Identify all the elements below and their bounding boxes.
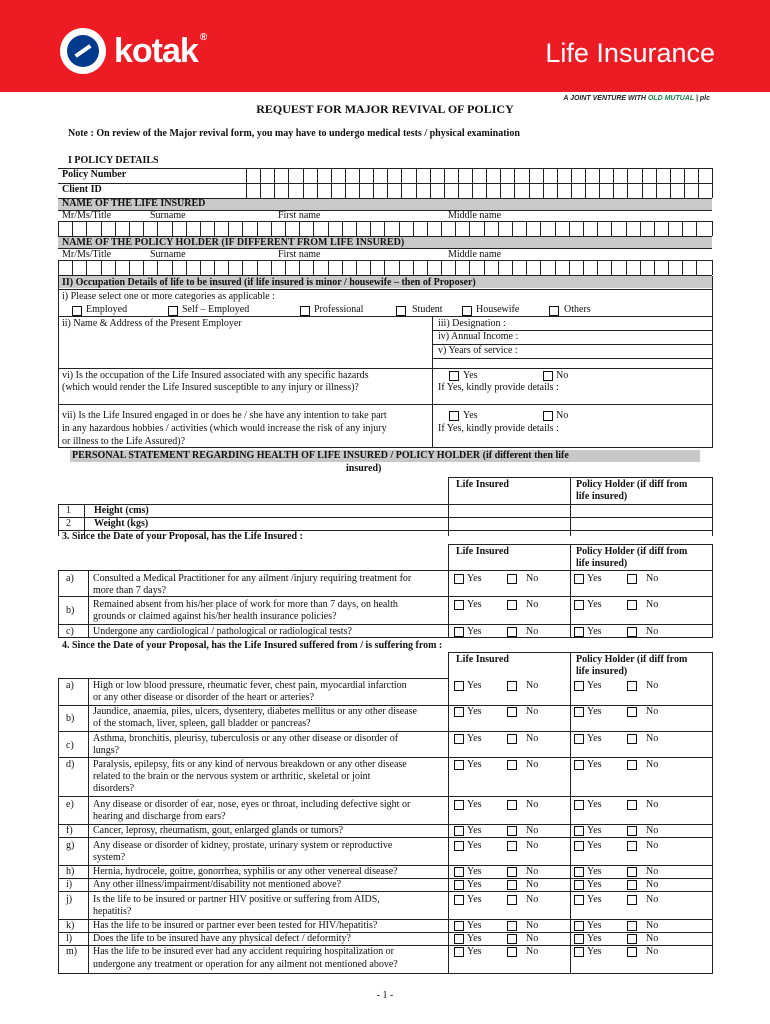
- col-policy-holder-2a: Policy Holder (if diff from: [576, 546, 688, 557]
- col-life-insured-3: Life Insured: [456, 654, 509, 665]
- annual-income-label: iv) Annual Income :: [438, 331, 519, 342]
- q3-a-li-no[interactable]: [507, 574, 517, 584]
- life-insured-name-field[interactable]: [58, 221, 713, 236]
- q4-b-ph-yes-label: Yes: [587, 706, 602, 717]
- q4-j-text-2: hepatitis?: [93, 906, 132, 917]
- q4-d-text-1: Paralysis, epilepsy, fits or any kind of nervous breakdown or any other disease: [93, 759, 407, 770]
- hazard-yes-checkbox[interactable]: [449, 371, 459, 381]
- q4-c-li-yes[interactable]: [454, 734, 464, 744]
- q4-l-li-no[interactable]: [507, 934, 517, 944]
- employer-label: ii) Name & Address of the Present Employer: [62, 318, 242, 329]
- q4-c-li-yes-label: Yes: [467, 733, 482, 744]
- q4-f-ph-yes[interactable]: [574, 826, 584, 836]
- q4-j-text-1: Is the life to be insured or partner HIV positive or suffering from AIDS,: [93, 894, 380, 905]
- q4-i-li-no-label: No: [526, 879, 539, 890]
- q4-c-ph-yes-label: Yes: [587, 733, 602, 744]
- q3-c-ph-yes-label: Yes: [587, 626, 602, 637]
- q4-l-li-yes[interactable]: [454, 934, 464, 944]
- ph-first-name-label: First name: [278, 249, 321, 260]
- q3-b-key: b): [66, 605, 75, 616]
- ph-middle-name-label: Middle name: [448, 249, 502, 260]
- designation-label: iii) Designation :: [438, 318, 506, 329]
- q4-a-text-2: or any other disease or disorder of the heart or arteries?: [93, 692, 315, 703]
- q4-m-ph-no-label: No: [646, 946, 659, 957]
- q4-k-ph-no-label: No: [646, 920, 659, 931]
- q4-e-li-no-label: No: [526, 799, 539, 810]
- q4-k-li-no-label: No: [526, 920, 539, 931]
- form-note: Note : On review of the Major revival form, you may have to undergo medical tests / physical examination: [68, 128, 520, 139]
- years-of-service-label: v) Years of service :: [438, 345, 518, 356]
- q3-b-li-no-label: No: [526, 599, 539, 610]
- q3-b-ph-yes[interactable]: [574, 600, 584, 610]
- q4-k-li-yes[interactable]: [454, 921, 464, 931]
- q3-a-ph-no-label: No: [646, 573, 659, 584]
- col-policy-holder-1a: Policy Holder (if diff from: [576, 479, 688, 490]
- student-label: Student: [412, 304, 443, 315]
- q4-b-ph-no[interactable]: [627, 707, 637, 717]
- personal-heading-cont: insured): [346, 463, 382, 474]
- q4-l-li-no-label: No: [526, 933, 539, 944]
- q4-e-ph-no[interactable]: [627, 800, 637, 810]
- student-checkbox[interactable]: [396, 306, 406, 316]
- hobbies-yes-checkbox[interactable]: [449, 411, 459, 421]
- q3-b-ph-yes-label: Yes: [587, 599, 602, 610]
- q3-a-ph-yes-label: Yes: [587, 573, 602, 584]
- q4-i-ph-no-label: No: [646, 879, 659, 890]
- col-policy-holder-1b: life insured): [576, 491, 628, 502]
- q4-k-li-no[interactable]: [507, 921, 517, 931]
- q3-b-li-yes[interactable]: [454, 600, 464, 610]
- q3-a-key: a): [66, 573, 74, 584]
- q3-a-ph-yes[interactable]: [574, 574, 584, 584]
- q4-e-ph-yes-label: Yes: [587, 799, 602, 810]
- q4-k-key: k): [66, 920, 75, 931]
- q4-d-li-no-label: No: [526, 759, 539, 770]
- q4-a-li-yes[interactable]: [454, 681, 464, 691]
- q4-g-ph-yes[interactable]: [574, 841, 584, 851]
- q4-h-ph-yes-label: Yes: [587, 866, 602, 877]
- q4-g-text-2: system?: [93, 852, 126, 863]
- q4-g-ph-no-label: No: [646, 840, 659, 851]
- li-middle-name-label: Middle name: [448, 210, 502, 221]
- height-label: Height (cms): [94, 505, 149, 516]
- q4-m-text-1: Has the life to be insured ever had any accident requiring hospitalization or: [93, 946, 395, 957]
- q4-d-ph-yes-label: Yes: [587, 759, 602, 770]
- q4-c-li-no-label: No: [526, 733, 539, 744]
- q4-b-key: b): [66, 713, 75, 724]
- q3-c-key: c): [66, 626, 74, 637]
- q4-a-key: a): [66, 680, 74, 691]
- q4-i-text-1: Any other illness/impairment/disability not mentioned above?: [93, 879, 342, 890]
- self-employed-checkbox[interactable]: [168, 306, 178, 316]
- policy-holder-heading: NAME OF THE POLICY HOLDER (IF DIFFERENT FROM LIFE INSURED): [62, 237, 405, 248]
- q4-d-key: d): [66, 759, 75, 770]
- col-policy-holder-3a: Policy Holder (if diff from: [576, 654, 688, 665]
- hobbies-question-line1: vii) Is the Life Insured engaged in or does he / she have any intention to take part: [62, 410, 387, 421]
- q4-g-ph-yes-label: Yes: [587, 840, 602, 851]
- q4-h-ph-yes[interactable]: [574, 867, 584, 877]
- q4-h-text-1: Hernia, hydrocele, goitre, gonorrhea, syphilis or any other venereal disease?: [93, 866, 398, 877]
- q3-b-text-1: Remained absent from his/her place of work for more than 7 days, on health: [93, 599, 398, 610]
- q4-f-li-yes[interactable]: [454, 826, 464, 836]
- page-number: - 1 -: [376, 990, 394, 1001]
- self-employed-label: Self – Employed: [182, 304, 250, 315]
- policy-number-label: Policy Number: [62, 169, 127, 180]
- q4-g-li-no[interactable]: [507, 841, 517, 851]
- q4-m-text-2: undergone any treatment or operation for any ailment not mentioned above?: [93, 959, 398, 970]
- q4-e-key: e): [66, 799, 74, 810]
- q4-g-li-no-label: No: [526, 840, 539, 851]
- logo-text: kotak: [114, 31, 198, 70]
- brand-header: [0, 0, 770, 92]
- q4-h-ph-no-label: No: [646, 866, 659, 877]
- q4-j-li-yes-label: Yes: [467, 894, 482, 905]
- q3-b-ph-no-label: No: [646, 599, 659, 610]
- q4-c-text-1: Asthma, bronchitis, pleurisy, tuberculosis or any other disease or disorder of: [93, 733, 399, 744]
- q4-d-li-no[interactable]: [507, 760, 517, 770]
- height-row-number: 1: [66, 505, 71, 516]
- col-life-insured-2: Life Insured: [456, 546, 509, 557]
- q4-j-key: j): [66, 894, 73, 905]
- q4-m-key: m): [66, 946, 78, 957]
- joint-venture-line: A JOINT VENTURE WITH OLD MUTUAL | plc: [563, 95, 710, 102]
- q4-b-li-yes[interactable]: [454, 707, 464, 717]
- q3-c-li-no[interactable]: [507, 627, 517, 637]
- policy-number-field[interactable]: [246, 168, 713, 183]
- q4-h-li-no[interactable]: [507, 867, 517, 877]
- q3-b-text-2: grounds or claimed against his/her health insurance policies?: [93, 611, 337, 622]
- q4-a-text-1: High or low blood pressure, rheumatic fever, chest pain, myocardial infarction: [93, 680, 407, 691]
- q4-f-key: f): [66, 825, 73, 836]
- q3-a-text-2: more than 7 days?: [93, 585, 167, 596]
- ph-surname-label: Surname: [150, 249, 186, 260]
- col-life-insured-1: Life Insured: [456, 479, 509, 490]
- q4-m-ph-no[interactable]: [627, 947, 637, 957]
- q3-b-li-yes-label: Yes: [467, 599, 482, 610]
- q4-k-ph-yes-label: Yes: [587, 920, 602, 931]
- q3-c-ph-no-label: No: [646, 626, 659, 637]
- housewife-checkbox[interactable]: [462, 306, 472, 316]
- q3-c-text-1: Undergone any cardiological / pathological or radiological tests?: [93, 626, 352, 637]
- section1-heading: I POLICY DETAILS: [68, 155, 159, 166]
- q4-j-li-yes[interactable]: [454, 895, 464, 905]
- q4-k-ph-yes[interactable]: [574, 921, 584, 931]
- q4-l-key: l): [66, 933, 73, 944]
- q4-h-ph-no[interactable]: [627, 867, 637, 877]
- q4-a-li-no[interactable]: [507, 681, 517, 691]
- weight-label: Weight (kgs): [94, 518, 149, 529]
- q4-g-text-1: Any disease or disorder of kidney, prostate, urinary system or reproductive: [93, 840, 393, 851]
- policy-holder-name-field[interactable]: [58, 260, 713, 275]
- q4-k-text-1: Has the life to be insured or partner ever been tested for HIV/hepatitis?: [93, 920, 378, 931]
- kotak-logo: [60, 28, 206, 74]
- q3-a-text-1: Consulted a Medical Practitioner for any ailment /injury requiring treatment for: [93, 573, 412, 584]
- hobbies-question-line2: in any hazardous hobbies / activities (which would increase the risk of any injury: [62, 423, 387, 434]
- registered-mark: ®: [199, 31, 207, 43]
- q4-e-li-yes-label: Yes: [467, 799, 482, 810]
- q4-j-ph-yes-label: Yes: [587, 894, 602, 905]
- q4-j-li-no[interactable]: [507, 895, 517, 905]
- q4-h-li-no-label: No: [526, 866, 539, 877]
- q4-b-ph-no-label: No: [646, 706, 659, 717]
- hobbies-no-checkbox[interactable]: [543, 411, 553, 421]
- others-checkbox[interactable]: [549, 306, 559, 316]
- q4-l-ph-no-label: No: [646, 933, 659, 944]
- hazard-no-label: No: [556, 370, 569, 381]
- q4-f-ph-yes-label: Yes: [587, 825, 602, 836]
- professional-label: Professional: [314, 304, 364, 315]
- q4-l-ph-yes-label: Yes: [587, 933, 602, 944]
- q4-m-ph-yes-label: Yes: [587, 946, 602, 957]
- q4-e-li-yes[interactable]: [454, 800, 464, 810]
- q4-j-ph-no[interactable]: [627, 895, 637, 905]
- q4-a-ph-yes[interactable]: [574, 681, 584, 691]
- q4-a-ph-no-label: No: [646, 680, 659, 691]
- q4-k-ph-no[interactable]: [627, 921, 637, 931]
- q4-e-li-no[interactable]: [507, 800, 517, 810]
- q3-c-li-yes[interactable]: [454, 627, 464, 637]
- q3-a-li-no-label: No: [526, 573, 539, 584]
- q4-c-li-no[interactable]: [507, 734, 517, 744]
- q4-f-li-yes-label: Yes: [467, 825, 482, 836]
- q4-d-text-2: related to the brain or the nervous system or arthritic, skeletal or joint: [93, 771, 371, 782]
- q4-c-ph-yes[interactable]: [574, 734, 584, 744]
- q4-g-li-yes[interactable]: [454, 841, 464, 851]
- q3-c-li-no-label: No: [526, 626, 539, 637]
- q4-g-ph-no[interactable]: [627, 841, 637, 851]
- q4-g-key: g): [66, 840, 75, 851]
- hobbies-question-line3: or illness to the Life Assured)?: [62, 436, 186, 447]
- weight-row-number: 2: [66, 518, 71, 529]
- hobbies-no-label: No: [556, 410, 569, 421]
- q4-c-key: c): [66, 740, 74, 751]
- q4-i-ph-yes[interactable]: [574, 880, 584, 890]
- q4-m-li-yes-label: Yes: [467, 946, 482, 957]
- li-surname-label: Surname: [150, 210, 186, 221]
- kotak-logo-icon: [60, 28, 106, 74]
- li-title-label: Mr/Ms/Title: [62, 210, 112, 221]
- q4-j-ph-no-label: No: [646, 894, 659, 905]
- q4-d-li-yes-label: Yes: [467, 759, 482, 770]
- q3-a-li-yes-label: Yes: [467, 573, 482, 584]
- col-policy-holder-3b: life insured): [576, 666, 628, 677]
- q4-a-ph-yes-label: Yes: [587, 680, 602, 691]
- q4-m-li-no-label: No: [526, 946, 539, 957]
- col-policy-holder-2b: life insured): [576, 558, 628, 569]
- q4-h-li-yes-label: Yes: [467, 866, 482, 877]
- q4-e-text-1: Any disease or disorder of ear, nose, eyes or throat, including defective sight or: [93, 799, 411, 810]
- q4-f-ph-no-label: No: [646, 825, 659, 836]
- q4-b-li-no[interactable]: [507, 707, 517, 717]
- q3-a-li-yes[interactable]: [454, 574, 464, 584]
- occupation-heading: II) Occupation Details of life to be insured (if life insured is minor / housewife – then of Proposer): [62, 277, 476, 288]
- hazard-details-label: If Yes, kindly provide details :: [438, 382, 559, 393]
- hazard-yes-label: Yes: [463, 370, 478, 381]
- q4-a-li-no-label: No: [526, 680, 539, 691]
- q3-b-li-no[interactable]: [507, 600, 517, 610]
- q4-a-ph-no[interactable]: [627, 681, 637, 691]
- hazard-question-line1: vi) Is the occupation of the Life Insured associated with any specific hazards: [62, 370, 369, 381]
- q3-a-ph-no[interactable]: [627, 574, 637, 584]
- q4-d-ph-yes[interactable]: [574, 760, 584, 770]
- q4-j-ph-yes[interactable]: [574, 895, 584, 905]
- q4-j-li-no-label: No: [526, 894, 539, 905]
- housewife-label: Housewife: [476, 304, 520, 315]
- q4-b-text-1: Jaundice, anaemia, piles, ulcers, dysentery, diabetes mellitus or any other disease: [93, 706, 417, 717]
- client-id-field[interactable]: [246, 183, 713, 198]
- q3-c-ph-no[interactable]: [627, 627, 637, 637]
- q4-i-ph-no[interactable]: [627, 880, 637, 890]
- category-question: i) Please select one or more categories as applicable :: [62, 291, 275, 302]
- q3-c-ph-yes[interactable]: [574, 627, 584, 637]
- q4-i-li-yes-label: Yes: [467, 879, 482, 890]
- q4-f-ph-no[interactable]: [627, 826, 637, 836]
- form-title: REQUEST FOR MAJOR REVIVAL OF POLICY: [256, 102, 514, 116]
- q4-d-ph-no[interactable]: [627, 760, 637, 770]
- q4-m-li-no[interactable]: [507, 947, 517, 957]
- q4-k-li-yes-label: Yes: [467, 920, 482, 931]
- q4-l-ph-no[interactable]: [627, 934, 637, 944]
- q4-b-text-2: of the stomach, liver, spleen, gall bladder or pancreas?: [93, 718, 311, 729]
- q4-g-li-yes-label: Yes: [467, 840, 482, 851]
- q4-f-li-no-label: No: [526, 825, 539, 836]
- hobbies-yes-label: Yes: [463, 410, 478, 421]
- q4-m-ph-yes[interactable]: [574, 947, 584, 957]
- q4-d-ph-no-label: No: [646, 759, 659, 770]
- li-first-name-label: First name: [278, 210, 321, 221]
- q4-b-ph-yes[interactable]: [574, 707, 584, 717]
- client-id-label: Client ID: [62, 184, 102, 195]
- q3-heading: 3. Since the Date of your Proposal, has the Life Insured :: [62, 531, 303, 542]
- q4-d-li-yes[interactable]: [454, 760, 464, 770]
- employed-checkbox[interactable]: [72, 306, 82, 316]
- brand-life-insurance: Life Insurance: [545, 38, 715, 68]
- q4-e-ph-no-label: No: [646, 799, 659, 810]
- q3-c-li-yes-label: Yes: [467, 626, 482, 637]
- hobbies-details-label: If Yes, kindly provide details :: [438, 423, 559, 434]
- q4-h-key: h): [66, 866, 75, 877]
- q4-l-text-1: Does the life to be insured have any physical defect / deformity?: [93, 933, 351, 944]
- q4-c-ph-no[interactable]: [627, 734, 637, 744]
- life-insured-heading: NAME OF THE LIFE INSURED: [62, 198, 206, 209]
- q4-i-key: i): [66, 879, 73, 890]
- q4-f-text-1: Cancer, leprosy, rheumatism, gout, enlarged glands or tumors?: [93, 825, 344, 836]
- professional-checkbox[interactable]: [300, 306, 310, 316]
- q4-m-li-yes[interactable]: [454, 947, 464, 957]
- q4-l-ph-yes[interactable]: [574, 934, 584, 944]
- q4-c-ph-no-label: No: [646, 733, 659, 744]
- q4-h-li-yes[interactable]: [454, 867, 464, 877]
- personal-heading: PERSONAL STATEMENT REGARDING HEALTH OF LIFE INSURED / POLICY HOLDER (if different then life: [72, 450, 569, 461]
- q4-f-li-no[interactable]: [507, 826, 517, 836]
- q4-b-li-no-label: No: [526, 706, 539, 717]
- q4-b-li-yes-label: Yes: [467, 706, 482, 717]
- ph-title-label: Mr/Ms/Title: [62, 249, 112, 260]
- q4-i-li-yes[interactable]: [454, 880, 464, 890]
- hazard-no-checkbox[interactable]: [543, 371, 553, 381]
- q3-b-ph-no[interactable]: [627, 600, 637, 610]
- hazard-question-line2: (which would render the Life Insured susceptible to any injury or illness)?: [62, 382, 359, 393]
- q4-d-text-3: disorders?: [93, 783, 135, 794]
- q4-l-li-yes-label: Yes: [467, 933, 482, 944]
- q4-e-ph-yes[interactable]: [574, 800, 584, 810]
- q4-a-li-yes-label: Yes: [467, 680, 482, 691]
- q4-e-text-2: hearing and discharge from ears?: [93, 811, 226, 822]
- q4-i-ph-yes-label: Yes: [587, 879, 602, 890]
- q4-i-li-no[interactable]: [507, 880, 517, 890]
- q4-c-text-2: lungs?: [93, 745, 120, 756]
- q4-heading: 4. Since the Date of your Proposal, has the Life Insured suffered from / is suffering from :: [62, 640, 443, 651]
- others-label: Others: [564, 304, 591, 315]
- employed-label: Employed: [86, 304, 128, 315]
